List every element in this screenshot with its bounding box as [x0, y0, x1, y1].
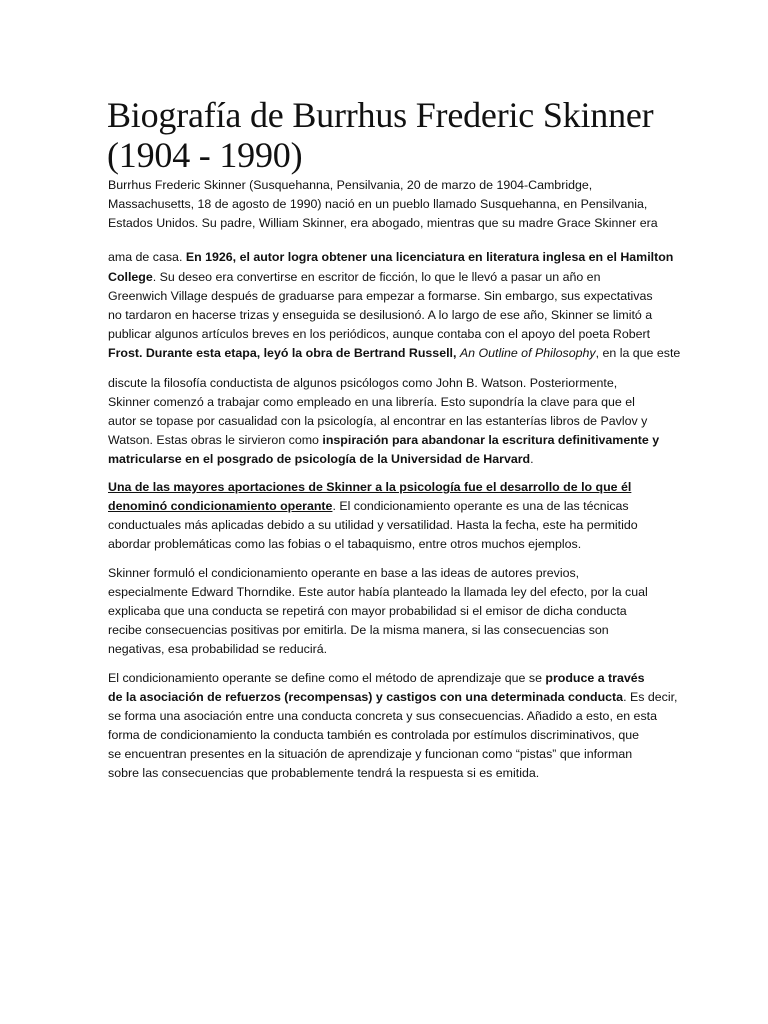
title-line-1: Biografía de Burrhus Frederic Skinner	[107, 95, 654, 135]
text-line	[108, 233, 674, 268]
text-line: especialmente Edward Thorndike. Este autor había planteado la llamada ley del efecto, por la cual	[108, 585, 648, 599]
text-line: no tardaron en hacerse trizas y enseguida se desilusionó. A lo largo de ese año, Skinner se limitó a	[108, 308, 653, 322]
text-line: publicar algunos artículos breves en los periódicos, aunque contaba con el apoyo del poeta Robert	[108, 327, 651, 341]
text-line: Skinner comenzó a trabajar como empleado en una librería. Esto supondría la clave para que el	[108, 395, 635, 409]
paragraph-3	[108, 564, 668, 659]
paragraph-2	[108, 478, 668, 554]
text-line: abordar problemáticas como las fobias o el tabaquismo, entre otros muchos ejemplos.	[108, 537, 582, 551]
text-run: ama de casa.	[108, 250, 186, 264]
text-line: Greenwich Village después de graduarse para empezar a formarse. Sin embargo, sus expectativas	[108, 289, 653, 303]
text-line	[108, 688, 678, 707]
text-line: Burrhus Frederic Skinner (Susquehanna, Pensilvania, 20 de marzo de 1904-Cambridge,	[108, 178, 593, 192]
text-run: discute la filosofía conductista de algunos psicólogos como John B. Watson. Posteriormente,	[108, 376, 618, 390]
bold-text-run: En 1926, el autor logra obtener una licenciatura en literatura inglesa en el Hamilton	[185, 250, 674, 264]
bold-underlined-text-run: Una de las mayores aportaciones de Skinner a la psicología fue el desarrollo de lo que él	[108, 480, 632, 494]
text-line: sobre las consecuencias que probablemente tendrá la respuesta si es emitida.	[108, 766, 540, 780]
text-line	[108, 431, 668, 450]
text-line: autor se topase por casualidad con la psicología, al encontrar en las estanterías libros de Pavlov y	[108, 414, 648, 428]
paragraph-spacer	[108, 554, 668, 564]
text-line: se forma una asociación entre una conducta concreta y sus consecuencias. Añadido a esto, en esta	[108, 709, 657, 723]
italic-text-run: An Outline of Philosophy	[459, 346, 596, 360]
text-run: , en la que este	[595, 346, 681, 360]
text-run: . Es decir,	[623, 690, 678, 704]
text-line: conductuales más aplicadas debido a su utilidad y versatilidad. Hasta la fecha, este ha permitido	[108, 518, 638, 532]
text-run: . El condicionamiento operante es una de las técnicas	[332, 499, 629, 513]
text-run: . Su deseo era convertirse en escritor de ficción, lo que le llevó a pasar un año en	[152, 270, 601, 284]
text-line	[108, 450, 668, 469]
text-run: El condicionamiento operante se define como el método de aprendizaje que se	[108, 671, 546, 685]
bold-text-run: produce a través	[545, 671, 645, 685]
bold-text-run: matricularse en el posgrado de psicología de la Universidad de Harvard	[108, 452, 531, 466]
text-line: negativas, esa probabilidad se reducirá.	[108, 642, 328, 656]
text-line	[108, 363, 668, 393]
bold-text-run: College	[108, 270, 153, 284]
paragraph-spacer	[108, 659, 668, 669]
paragraph-4	[108, 669, 678, 783]
text-run: .	[530, 452, 534, 466]
text-line: Skinner formuló el condicionamiento operante en base a las ideas de autores previos,	[108, 566, 580, 580]
bold-underlined-text-run: denominó condicionamiento operante	[108, 499, 333, 513]
paragraph-spacer	[108, 469, 668, 478]
bold-text-run: Frost. Durante esta etapa, leyó la obra de Bertrand Russell,	[108, 346, 460, 360]
text-line	[108, 268, 668, 287]
text-line: recibe consecuencias positivas por emitirla. De la misma manera, si las consecuencias son	[108, 623, 609, 637]
paragraph-1	[108, 176, 681, 469]
text-line	[108, 669, 668, 688]
text-run: Watson. Estas obras le sirvieron como	[108, 433, 323, 447]
text-line: Estados Unidos. Su padre, William Skinner, era abogado, mientras que su madre Grace Skinner era	[108, 216, 658, 230]
document-body	[108, 176, 681, 783]
bold-text-run: de la asociación de refuerzos (recompensas) y castigos con una determinada conducta	[108, 690, 624, 704]
text-line: explicaba que una conducta se repetirá con mayor probabilidad si el emisor de dicha conducta	[108, 604, 627, 618]
text-line	[108, 497, 668, 516]
text-line: se encuentran presentes en la situación de aprendizaje y funcionan como “pistas” que informan	[108, 747, 633, 761]
text-line	[108, 478, 668, 497]
page-title	[107, 95, 707, 175]
text-line	[108, 344, 681, 363]
text-line: forma de condicionamiento la conducta también es controlada por estímulos discriminativos, que	[108, 728, 640, 742]
bold-text-run: inspiración para abandonar la escritura definitivamente y	[322, 433, 660, 447]
title-line-2: (1904 - 1990)	[107, 135, 303, 175]
text-line: Massachusetts, 18 de agosto de 1990) nació en un pueblo llamado Susquehanna, en Pensilvania,	[108, 197, 648, 211]
